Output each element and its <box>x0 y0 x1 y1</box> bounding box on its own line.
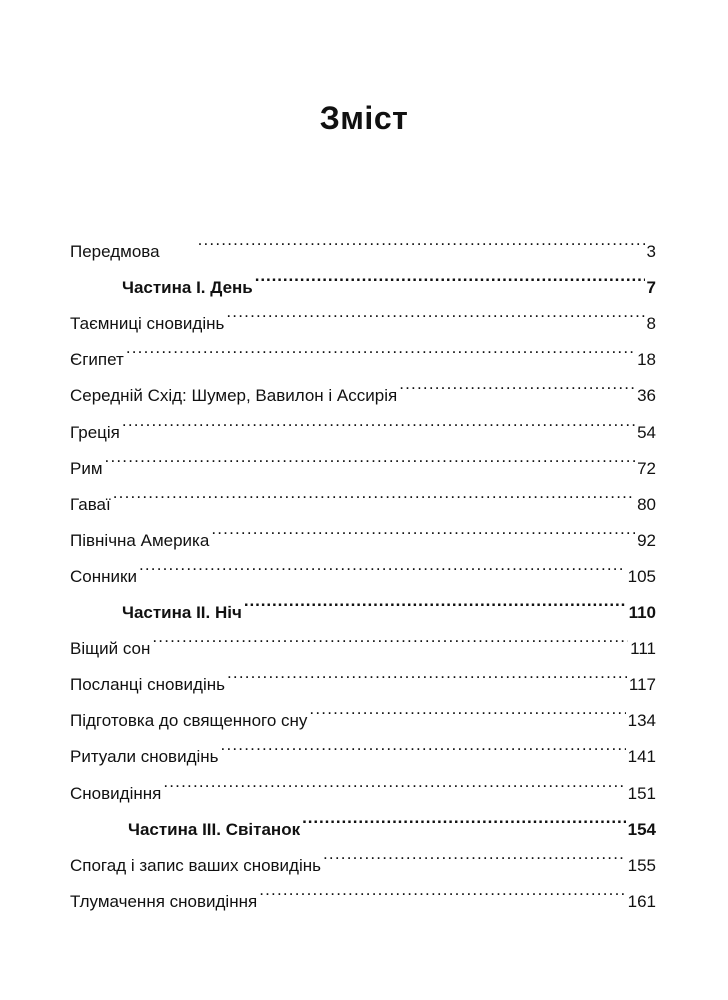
toc-entry-label: Підготовка до священного сну <box>70 711 308 731</box>
toc-entry-label: Сновидіння <box>70 783 162 803</box>
dot-leader <box>163 762 625 798</box>
toc-entry <box>70 329 656 370</box>
dot-leader <box>255 257 645 293</box>
toc-part-label: Частина I. День <box>122 278 253 298</box>
dot-leader <box>227 654 627 690</box>
toc-entry-label: Греція <box>70 422 120 442</box>
toc-entry-page: 151 <box>627 783 656 803</box>
toc-entry <box>70 654 656 695</box>
dot-leader <box>302 799 626 835</box>
table-of-contents <box>70 221 656 911</box>
dot-leader <box>244 582 627 618</box>
toc-entry <box>70 438 656 478</box>
toc-entry-page: 54 <box>637 422 656 442</box>
toc-part-page: 110 <box>628 603 656 623</box>
toc-entry <box>70 618 656 659</box>
dot-leader <box>399 365 635 401</box>
dot-leader <box>221 726 626 762</box>
toc-entry <box>70 546 656 586</box>
toc-entry-page: 36 <box>637 386 656 406</box>
page-title: Зміст <box>319 100 409 136</box>
toc-entry-label: Північна Америка <box>70 530 210 550</box>
toc-entry-label: Ритуали сновидінь <box>70 747 219 767</box>
toc-entry-label: Єгипет <box>70 350 124 370</box>
toc-entry-label: Таємниці сновидінь <box>70 314 225 334</box>
toc-entry-page: 3 <box>646 242 656 262</box>
toc-part-2 <box>70 582 656 623</box>
toc-entry <box>70 401 656 442</box>
toc-entry-label: Сонники <box>70 566 137 586</box>
dot-leader <box>152 618 628 654</box>
dot-leader <box>309 690 625 726</box>
toc-entry-page: 134 <box>627 711 656 731</box>
dot-leader <box>139 546 626 582</box>
toc-entry-page: 8 <box>646 314 656 334</box>
toc-entry <box>70 474 656 514</box>
toc-entry-label: Спогад і запис ваших сновидінь <box>70 855 321 875</box>
toc-part-page: 154 <box>627 819 656 839</box>
toc-entry-page: 117 <box>628 675 656 695</box>
toc-entry-page: 80 <box>637 494 656 514</box>
toc-entry-page: 105 <box>627 566 656 586</box>
toc-entry-label: Тлумачення сновидіння <box>70 891 258 911</box>
toc-entry-page: 72 <box>637 458 656 478</box>
dot-leader <box>198 221 645 257</box>
toc-entry-label: Передмова <box>70 242 160 262</box>
toc-part-page: 7 <box>646 278 656 298</box>
dot-leader <box>126 329 635 365</box>
toc-entry-page: 18 <box>637 350 656 370</box>
dot-leader <box>226 293 644 329</box>
toc-entry-label: Рим <box>70 458 103 478</box>
toc-part-label: Частина III. Світанок <box>128 819 301 839</box>
toc-entry-page: 111 <box>630 639 656 659</box>
toc-part-label: Частина II. Ніч <box>122 603 242 623</box>
toc-entry-label: Середній Схід: Шумер, Вавилон і Ассирія <box>70 386 398 406</box>
toc-entry <box>70 510 656 550</box>
toc-entry-page: 141 <box>627 747 656 767</box>
toc-entry-page: 155 <box>627 855 656 875</box>
dot-leader <box>113 474 635 510</box>
toc-entry-page: 161 <box>627 891 656 911</box>
toc-entry <box>70 365 656 406</box>
toc-entry-preface <box>70 221 656 262</box>
dot-leader <box>323 835 626 871</box>
dot-leader <box>122 401 635 437</box>
dot-leader <box>259 871 625 907</box>
toc-entry-label: Гаваї <box>70 494 111 514</box>
dot-leader <box>211 510 635 546</box>
dot-leader <box>105 438 636 474</box>
toc-entry-page: 92 <box>637 530 656 550</box>
toc-entry-label: Віщий сон <box>70 639 151 659</box>
toc-entry-label: Посланці сновидінь <box>70 675 225 695</box>
